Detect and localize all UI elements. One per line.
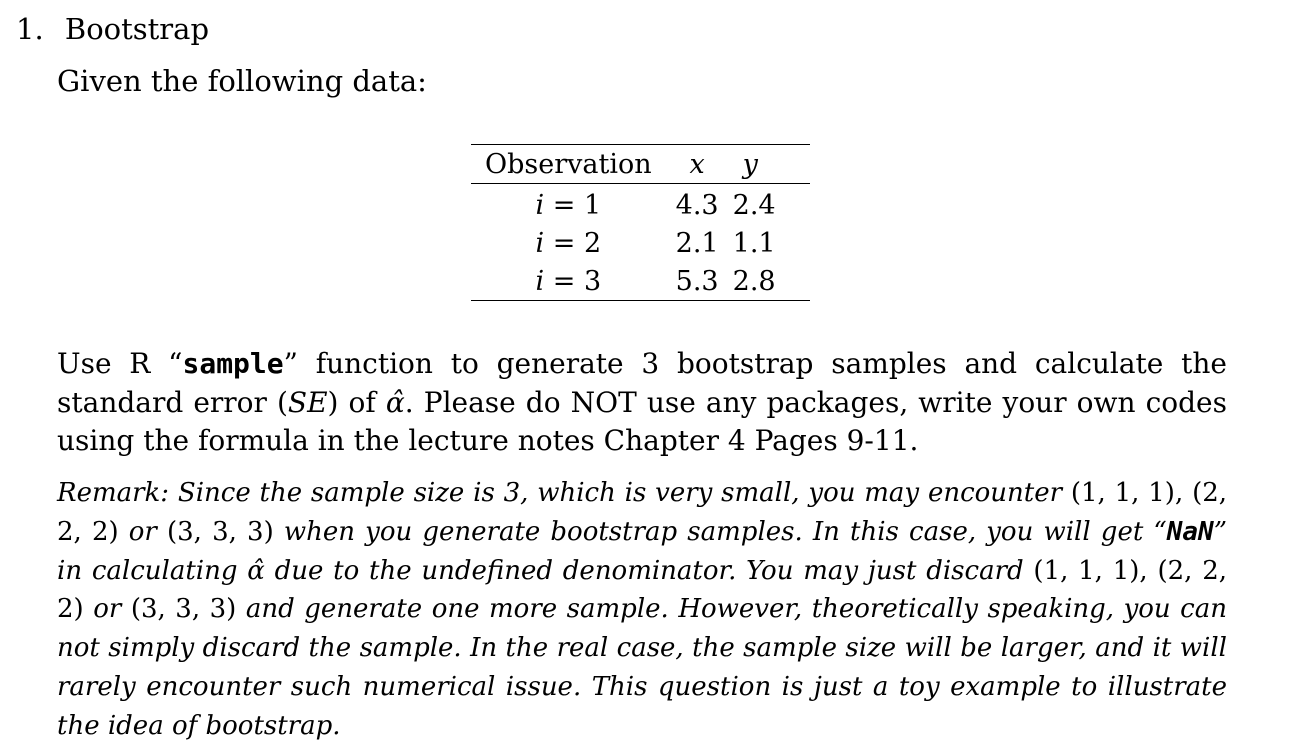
problem-title: Bootstrap xyxy=(64,12,210,46)
code-sample: sample xyxy=(182,347,284,380)
problem-heading xyxy=(16,10,209,48)
data-table-wrapper xyxy=(471,144,810,301)
x-cell: 2.1 xyxy=(675,227,719,259)
y-cell: 1.1 xyxy=(732,227,776,259)
header-y: y xyxy=(742,148,758,180)
observation-cell: i = 1 xyxy=(535,189,602,221)
code-nan: NaN xyxy=(1166,516,1214,547)
remark-paragraph: Remark: Since the sample size is 3, which is very small, you may encounter (1, 1, 1), (2, 2, 2) or (3, 3, 3) when you generate bootstrap samples. In this case, you will get “NaN” in calculating α̂ due to the undefined denominator. You may just discard (1, 1, 1), (2, 2, 2) or (3, 3, 3) and generate one more sample. However, theoretically speaking, you can not simply discard the sample. In the real case, the sample size will be larger, and it will rarely encounter such numerical issue. This question is just a toy example to illustrate the idea of bootstrap. xyxy=(57,478,1228,741)
y-cell: 2.8 xyxy=(732,265,776,297)
table-header-row xyxy=(471,145,810,184)
table-row xyxy=(471,184,810,225)
instruction-paragraph: Use R “sample” function to generate 3 bootstrap samples and calculate the standard error (SE) of α̂. Please do NOT use any packages, write your own codes using the formula in the lecture notes Chapter 4 Pages 9-11. xyxy=(57,347,1228,457)
y-cell: 2.4 xyxy=(732,189,776,221)
x-cell: 5.3 xyxy=(675,265,719,297)
observation-cell: i = 3 xyxy=(535,265,602,297)
observation-cell: i = 2 xyxy=(535,227,602,259)
alpha-hat-symbol: α̂ xyxy=(385,385,405,419)
x-cell: 4.3 xyxy=(675,189,719,221)
header-observation: Observation xyxy=(485,148,652,180)
data-table xyxy=(471,144,810,301)
header-x: x xyxy=(689,148,705,180)
se-symbol: SE xyxy=(287,385,328,419)
table-row xyxy=(471,224,810,262)
intro-text: Given the following data: xyxy=(57,64,427,98)
problem-number: 1. xyxy=(16,12,44,46)
table-row xyxy=(471,262,810,301)
